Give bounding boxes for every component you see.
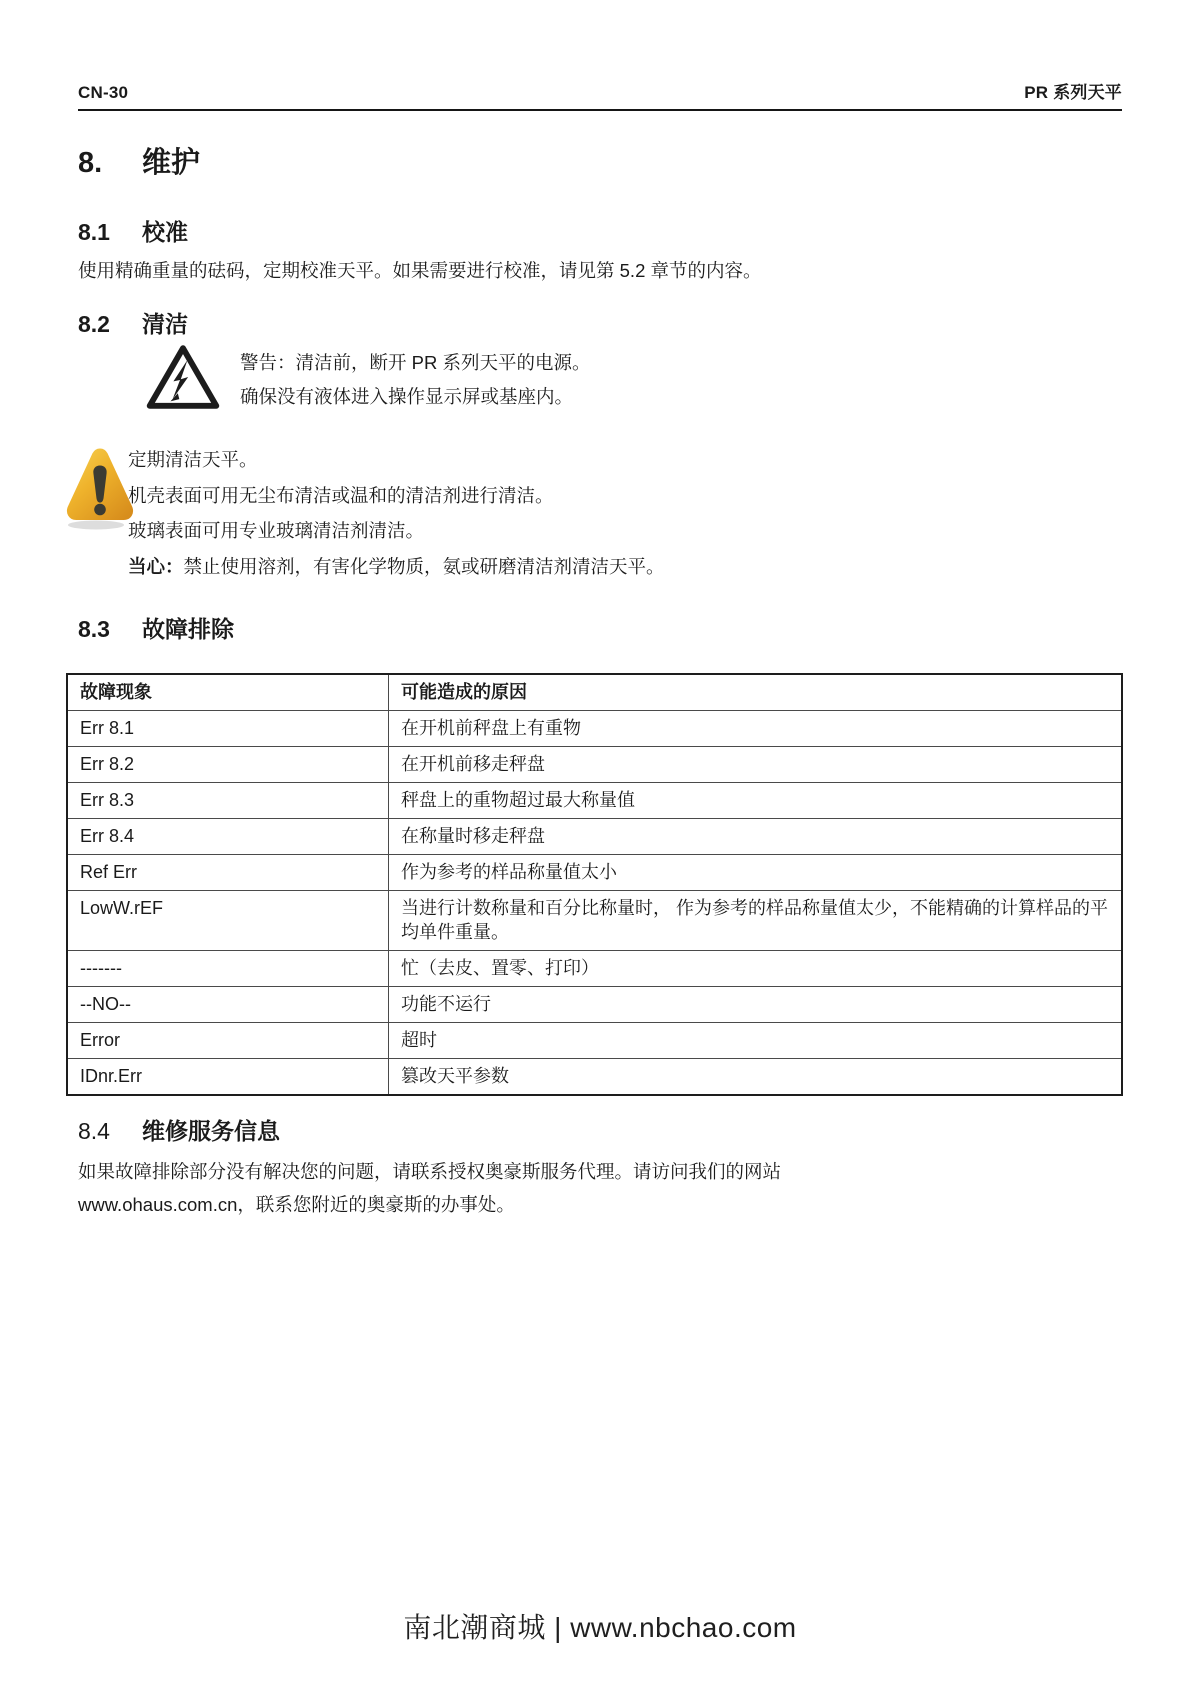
- section-8-1-body: 使用精确重量的砝码，定期校准天平。如果需要进行校准，请见第 5.2 章节的内容。: [78, 260, 762, 281]
- cause-cell: 秤盘上的重物超过最大称量值: [389, 783, 1123, 819]
- section-8-4-label: 维修服务信息: [142, 1118, 280, 1144]
- symptom-cell: --NO--: [67, 987, 389, 1023]
- caution-line-4: [128, 549, 665, 585]
- section-8-3-label: 故障排除: [142, 616, 234, 642]
- chapter-number: 8.: [78, 147, 103, 179]
- symptom-cell: Err 8.1: [67, 711, 389, 747]
- document-title: PR 系列天平: [1024, 83, 1122, 102]
- cause-cell: 在开机前移走秤盘: [389, 747, 1123, 783]
- warning-line-2: 确保没有液体进入操作显示屏或基座内。: [240, 385, 574, 407]
- table-header-row: [67, 674, 1122, 711]
- service-info-line-1: 如果故障排除部分没有解决您的问题，请联系授权奥豪斯服务代理。请访问我们的网站: [78, 1161, 782, 1182]
- symptom-cell: IDnr.Err: [67, 1059, 389, 1096]
- section-8-3-heading: [78, 616, 1122, 643]
- table-row: [67, 819, 1122, 855]
- section-8-4-heading: [78, 1118, 1122, 1145]
- symptom-cell: Err 8.2: [67, 747, 389, 783]
- table-row: [67, 711, 1122, 747]
- symptom-cell: Err 8.4: [67, 819, 389, 855]
- section-8-1-heading: [78, 219, 1122, 246]
- chapter-label: 维护: [142, 147, 201, 179]
- chapter-heading: [78, 147, 1122, 179]
- cause-cell: 当进行计数称量和百分比称量时， 作为参考的样品称量值太少，不能精确的计算样品的平均单件重量。: [389, 891, 1123, 951]
- symptom-cell: LowW.rEF: [67, 891, 389, 951]
- caution-text: [128, 440, 665, 584]
- electric-warning-text: [240, 346, 590, 414]
- electric-warning-block: [78, 343, 1122, 416]
- caution-bold-prefix: 当心：: [128, 555, 184, 577]
- page-header: [78, 0, 1122, 103]
- cause-cell: 忙（去皮、置零、打印）: [389, 951, 1123, 987]
- cause-cell: 篡改天平参数: [389, 1059, 1123, 1096]
- section-8-2-label: 清洁: [142, 311, 188, 337]
- column-header-symptom: 故障现象: [67, 674, 389, 711]
- section-8-4-number: 8.4: [78, 1118, 110, 1144]
- section-8-1-label: 校准: [142, 219, 188, 245]
- symptom-cell: Ref Err: [67, 855, 389, 891]
- section-8-2-number: 8.2: [78, 311, 110, 337]
- electric-shock-warning-icon: [146, 343, 222, 416]
- general-caution-icon: [64, 440, 138, 537]
- caution-line-4-text: 禁止使用溶剂，有害化学物质，氨或研磨清洁剂清洁天平。: [183, 555, 665, 577]
- page-number: CN-30: [78, 83, 129, 102]
- table-row: [67, 1059, 1122, 1096]
- caution-line-2: 机壳表面可用无尘布清洁或温和的清洁剂进行清洁。: [128, 484, 554, 506]
- cause-cell: 超时: [389, 1023, 1123, 1059]
- table-row: [67, 987, 1122, 1023]
- section-8-1-number: 8.1: [78, 219, 110, 245]
- cause-cell: 在开机前秤盘上有重物: [389, 711, 1123, 747]
- table-row: [67, 783, 1122, 819]
- troubleshooting-table: [66, 673, 1123, 1096]
- table-row: [67, 891, 1122, 951]
- header-rule: [78, 109, 1122, 111]
- caution-block: [78, 440, 1122, 584]
- cause-cell: 作为参考的样品称量值太小: [389, 855, 1123, 891]
- vendor-footer: 南北潮商城 | www.nbchao.com: [403, 1612, 797, 1643]
- caution-line-1: 定期清洁天平。: [128, 449, 258, 470]
- section-8-3-number: 8.3: [78, 616, 110, 642]
- table-row: [67, 951, 1122, 987]
- service-info-line-2: www.ohaus.com.cn，联系您附近的奥豪斯的办事处。: [78, 1194, 515, 1215]
- symptom-cell: -------: [67, 951, 389, 987]
- warning-line-1: 警告：清洁前，断开 PR 系列天平的电源。: [240, 351, 591, 373]
- section-8-4-body: [78, 1155, 1122, 1221]
- table-row: [67, 1023, 1122, 1059]
- table-row: [67, 747, 1122, 783]
- table-row: [67, 855, 1122, 891]
- symptom-cell: Error: [67, 1023, 389, 1059]
- column-header-cause: 可能造成的原因: [389, 674, 1123, 711]
- cause-cell: 在称量时移走秤盘: [389, 819, 1123, 855]
- caution-line-3: 玻璃表面可用专业玻璃清洁剂清洁。: [128, 520, 425, 541]
- section-8-2-heading: [78, 311, 1122, 338]
- cause-cell: 功能不运行: [389, 987, 1123, 1023]
- symptom-cell: Err 8.3: [67, 783, 389, 819]
